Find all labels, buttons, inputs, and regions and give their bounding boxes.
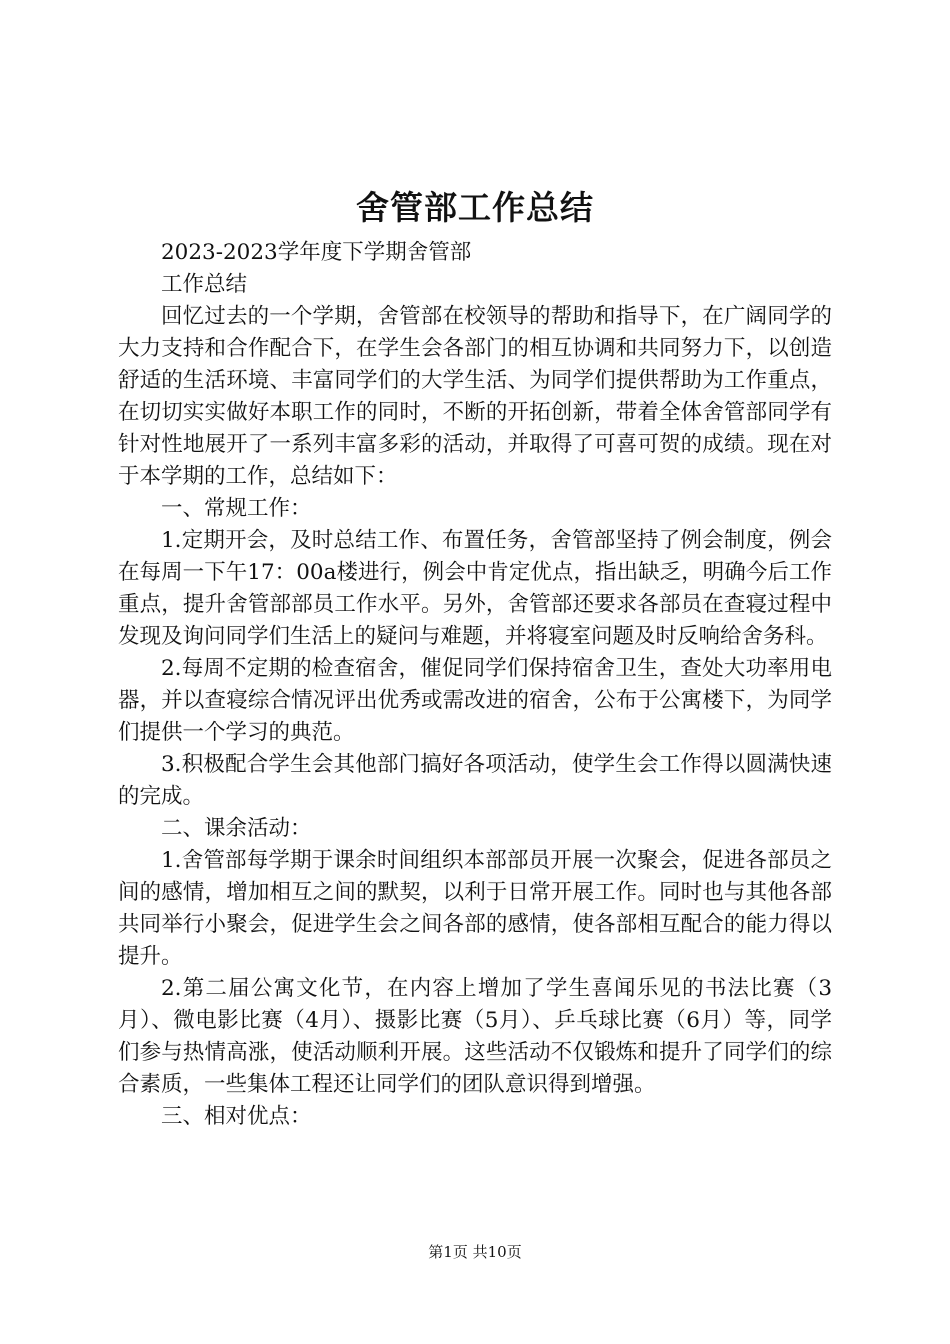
paragraph-routine-item-2: 2.每周不定期的检查宿舍，催促同学们保持宿舍卫生，查处大功率用电器，并以查寝综合情况评出优秀或需改进的宿舍，公布于公寓楼下，为同学们提供一个学习的典范。 (118, 656, 832, 745)
document-title: 舍管部工作总结 (356, 188, 594, 227)
paragraph-routine-item-1: 1.定期开会，及时总结工作、布置任务，舍管部坚持了例会制度，例会在每周一下午17：00a楼进行，例会中肯定优点，指出缺乏，明确今后工作重点，提升舍管部部员工作水平。另外，舍管部还要求各部员在查寝过程中发现及询问同学们生活上的疑问与难题，并将寝室问题及时反响给舍务科。 (118, 528, 832, 649)
paragraph-intro: 回忆过去的一个学期，舍管部在校领导的帮助和指导下，在广阔同学的大力支持和合作配合下，在学生会各部门的相互协调和共同努力下，以创造舒适的生活环境、丰富同学们的大学生活、为同学们提供帮助为工作重点，在切切实实做好本职工作的同时，不断的开拓创新，带着全体舍管部同学有针对性地展开了一系列丰富多彩的活动，并取得了可喜可贺的成绩。现在对于本学期的工作，总结如下： (118, 304, 832, 489)
section-heading-advantages: 三、相对优点： (161, 1104, 312, 1129)
paragraph-extracurricular-item-1: 1.舍管部每学期于课余时间组织本部部员开展一次聚会，促进各部员之间的感情，增加相互之间的默契，以利于日常开展工作。同时也与其他各部共同举行小聚会，促进学生会之间各部的感情，使各部相互配合的能力得以提升。 (118, 848, 832, 969)
paragraph-extracurricular-item-2: 2.第二届公寓文化节，在内容上增加了学生喜闻乐见的书法比赛（3月）、微电影比赛（4月）、摄影比赛（5月）、乒乓球比赛（6月）等，同学们参与热情高涨，使活动顺利开展。这些活动不仅锻炼和提升了同学们的综合素质，一些集体工程还让同学们的团队意识得到增强。 (118, 976, 832, 1097)
document-body (118, 237, 832, 1133)
paragraph-subtitle: 工作总结 (161, 272, 248, 297)
section-heading-routine-work: 一、常规工作： (161, 496, 312, 521)
paragraph-term-line: 2023-2023学年度下学期舍管部 (161, 240, 472, 265)
page-footer: 第1页 共10页 (428, 1243, 522, 1261)
paragraph-routine-item-3: 3.积极配合学生会其他部门搞好各项活动，使学生会工作得以圆满快速的完成。 (118, 752, 832, 809)
section-heading-extracurricular: 二、课余活动： (161, 816, 312, 841)
